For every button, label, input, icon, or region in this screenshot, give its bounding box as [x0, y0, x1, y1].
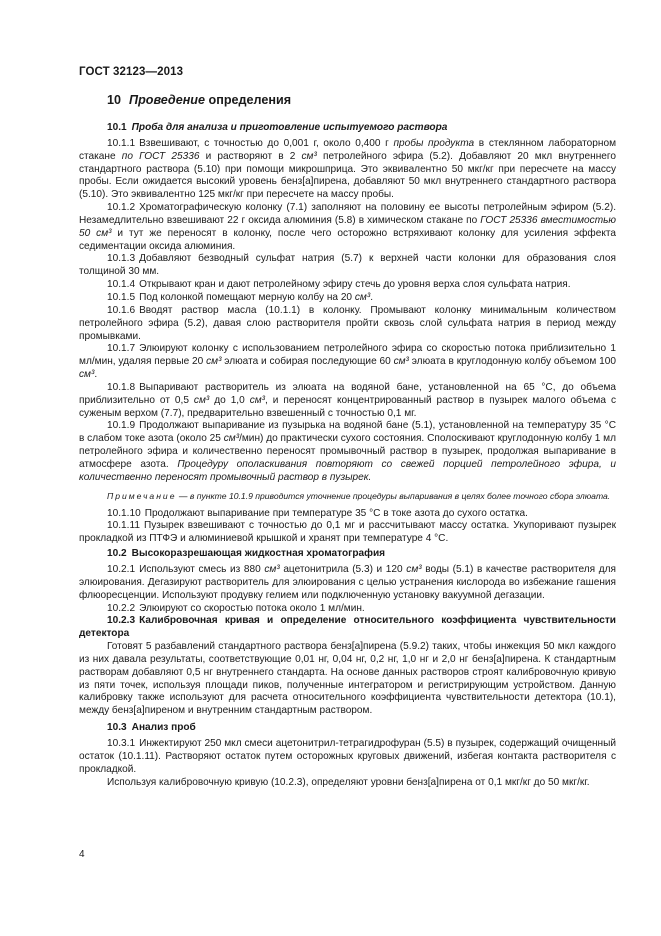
section-number: 10 [107, 93, 122, 107]
text-italic: см³ [193, 394, 210, 406]
clause-number: 10.1.5 [107, 291, 136, 303]
paragraph-last: Используя калибровочную кривую (10.2.3), определяют уровни бенз[а]пирена от 0,1 мкг/кг до 50 мкг/кг. [107, 776, 590, 788]
paragraph-10-1-1 [79, 138, 616, 202]
clause-number: 10.1.7 [107, 343, 136, 355]
clause-title: Калибровочная кривая и определение относительного коэффициента чувствительности детектора [79, 615, 616, 640]
paragraph-10-3-1 [79, 738, 616, 777]
subsection-heading-10-2 [107, 548, 616, 561]
paragraph-10-1-3 [79, 253, 616, 279]
text-italic: см³ [264, 564, 280, 575]
text: Добавляют безводный сульфат натрия (5.7) к верхней части колонки для образования слоя толщиной 30 мм. [79, 253, 616, 278]
paragraph-10-1-8 [79, 382, 616, 421]
text: Открывают кран и дают петролейному эфиру стечь до уровня верха слоя сульфата натрия. [139, 279, 571, 291]
section-heading [107, 92, 616, 108]
subsection-title: Анализ проб [131, 722, 196, 734]
text: Элюируют колонку с использованием петролейного эфира со скоростью потока приблизительно 1 мл/мин, удаляя первые 20 [79, 343, 616, 368]
text-italic: см³ [223, 433, 240, 445]
paragraph-10-1-7 [79, 343, 616, 382]
subsection-heading-10-1 [107, 122, 616, 135]
clause-number: 10.2.3 [107, 615, 136, 627]
clause-number: 10.1.3 [107, 253, 136, 265]
clause-number: 10.2.1 [107, 564, 136, 575]
paragraph-10-2-2 [79, 603, 616, 616]
paragraph-10-1-9 [79, 420, 616, 484]
text-italic: см³ [249, 394, 266, 406]
text: Продолжают выпаривание при температуре 35 °С в токе азота до сухого остатка. [144, 507, 528, 519]
subsection-title: Высокоразрешающая жидкостная хроматография [131, 548, 386, 560]
standard-header: ГОСТ 32123—2013 [79, 66, 184, 78]
text: и растворяют в 2 [199, 150, 302, 162]
text-italic: см³ [206, 356, 222, 368]
section-title-italic: Проведение [129, 93, 206, 107]
clause-number: 10.1.10 [107, 507, 141, 519]
text: воды (5.1) в качестве растворителя для элюирования. Дегазируют растворитель для элюирования с целью устранения кислорода во избежание гашения флюоресценции. Используют продувку гелием или подключенную установку вакуумной дегазации. [79, 564, 616, 601]
text-italic: по ГОСТ 25336 [121, 150, 200, 162]
clause-number: 10.1.1 [107, 137, 136, 149]
text: элюата и собирая последующие 60 [221, 356, 394, 368]
paragraph-10-1-6 [79, 305, 616, 344]
text: Инжектируют 250 мкл смеси ацетонитрил-тетрагидрофуран (5.5) в пузырек, содержащий очищенный остаток (10.1.11). Растворяют остаток путем осторожных круговых движений, избегая контакта растворителя с прокладкой. [79, 737, 616, 775]
document-body [79, 92, 616, 789]
clause-number: 10.2.2 [107, 602, 136, 614]
clause-number: 10.3.1 [107, 737, 136, 749]
clause-number: 10.1.4 [107, 279, 136, 291]
clause-number: 10.1.11 [107, 520, 140, 532]
note-label: Примечание [107, 490, 177, 501]
subsection-number: 10.1 [107, 122, 127, 133]
paragraph-10-1-5 [79, 292, 616, 305]
text: Продолжают выпаривание из пузырька на водяной бане (5.1), установленной на температуру 35 °С в слабом токе азота (около 25 [79, 420, 616, 445]
text: Элюируют со скоростью потока около 1 мл/мин. [139, 602, 365, 614]
paragraph-10-1-2 [79, 202, 616, 253]
text: в стеклянном лабораторном стакане [79, 137, 617, 162]
text: Хроматографическую колонку (7.1) заполняют на половину ее высоты петролейным эфиром (5.2). Незамедлительно взвешивают 22 г оксида алюминия (5.8) в химическом стакане по [79, 202, 616, 226]
text: элюата в круглодонную колбу объемом 100 [408, 356, 617, 368]
text: /мин) до практически сухого состояния. Сполоскивают круглодонную колбу 1 мл петролейного эфира и количественно переносят промывочный раствор в пузырек, продолжая выпаривание в атмосфере азота. [79, 433, 617, 470]
text: , и переносят концентрированный раствор в пузырек малого объема с суженым верхом (7.7), предварительно взвешенный с точностью 0,1 мг. [79, 394, 616, 419]
paragraph-10-2-3-body: Готовят 5 разбавлений стандартного раствора бенз[а]пирена (5.9.2) таких, чтобы инжекция 50 мкл каждого из них давала результаты, соответствующие 0,01 нг, 0,04 нг, 0,2 нг, 1,0 нг и 2,0 нг бенз[а]пирена. К стандартным растворам добавляют 0,5 нг внутреннего стандарта. На основе данных растворов строят калибровочную кривую из пяти точек, используя площади пиков, полученные интегратором и регистрирующим устройством. Данную калибровку также используют для расчета относительного коэффициента чувствительности детектора (10.1), между бенз[а]пиреном и внутренним стандартным раствором. [79, 641, 616, 717]
text: Пузырек взвешивают с точностью до 0,1 мг и рассчитывают массу остатка. Укупоривают пузырек прокладкой из ПТФЭ и алюминиевой крышкой и хранят при температуре 4 °С. [79, 520, 616, 545]
clause-number: 10.1.6 [107, 304, 136, 316]
subsection-number: 10.2 [107, 548, 127, 560]
text: ацетонитрила (5.3) и 120 [279, 564, 407, 575]
clause-number: 10.1.2 [107, 202, 136, 214]
paragraph-10-1-4 [79, 279, 616, 292]
subsection-heading-10-3 [107, 722, 616, 735]
text: Взвешивают, с точностью до 0,001 г, около 0,400 г [139, 137, 394, 149]
text: Вводят раствор масла (10.1.1) в колонку. Промывают колонку минимальным количеством петролейного эфира (5.2), давая слою растворителя пройти сквозь слой сульфата натрия в период между промывками. [79, 304, 616, 342]
text: Выпаривают растворитель из элюата на водяной бане, установленной на 65 °С, до объема приблизительно от 0,5 [79, 381, 616, 406]
text-italic: ГОСТ 25336 вместимостью 50 см³ [79, 214, 616, 239]
subsection-number: 10.3 [107, 722, 127, 734]
text-italic: см³ [79, 369, 95, 381]
text-italic: см³ [301, 150, 317, 162]
text-italic: см³ [406, 564, 422, 575]
paragraph-10-1-11 [79, 520, 616, 546]
text: . [94, 369, 98, 381]
paragraph-10-1-10 [79, 508, 616, 521]
paragraph-10-2-1 [79, 564, 616, 603]
text-italic: см³ [393, 356, 409, 368]
clause-number: 10.1.9 [107, 420, 136, 432]
text-italic: Процедуру ополаскивания повторяют со свежей порцией петролейного эфира, и количественно переносят промывочный раствор в пузырек. [79, 458, 616, 483]
clause-heading-10-2-3 [79, 615, 616, 641]
text: и тут же переносят в колонку, после чего осторожно встряхивают колонку для усиления эффекта седиментации оксида алюминия. [79, 227, 616, 252]
note-text: — в пункте 10.1.9 приводится уточнение процедуры выпаривания в целях более точного сбора элюата. [176, 490, 611, 501]
text: петролейного эфира (5.2). Добавляют 20 мкл внутреннего стандартного раствора (5.10) при помощи микрошприца. Это эквивалентно 50 мкг/кг при пересчете на массу пробы. Если ожидается высокий уровень бенз[а]пирена, добавляют 50 мкл внутреннего стандартного раствора (5.10). Это эквивалентно 125 мкг/кг при пересчете на массу пробы. [79, 150, 616, 201]
text: до 1,0 [209, 394, 250, 406]
text: Используют смесь из 880 [139, 564, 265, 575]
text: . [370, 291, 373, 303]
text-italic: см³ [354, 291, 371, 303]
text-italic: пробы продукта [393, 137, 475, 149]
section-title-rest: определения [205, 93, 292, 107]
page-number: 4 [79, 849, 85, 860]
clause-number: 10.1.8 [107, 381, 136, 393]
note [79, 491, 616, 502]
subsection-title: Проба для анализа и приготовление испытуемого раствора [131, 122, 448, 133]
text: Под колонкой помещают мерную колбу на 20 [139, 291, 355, 303]
